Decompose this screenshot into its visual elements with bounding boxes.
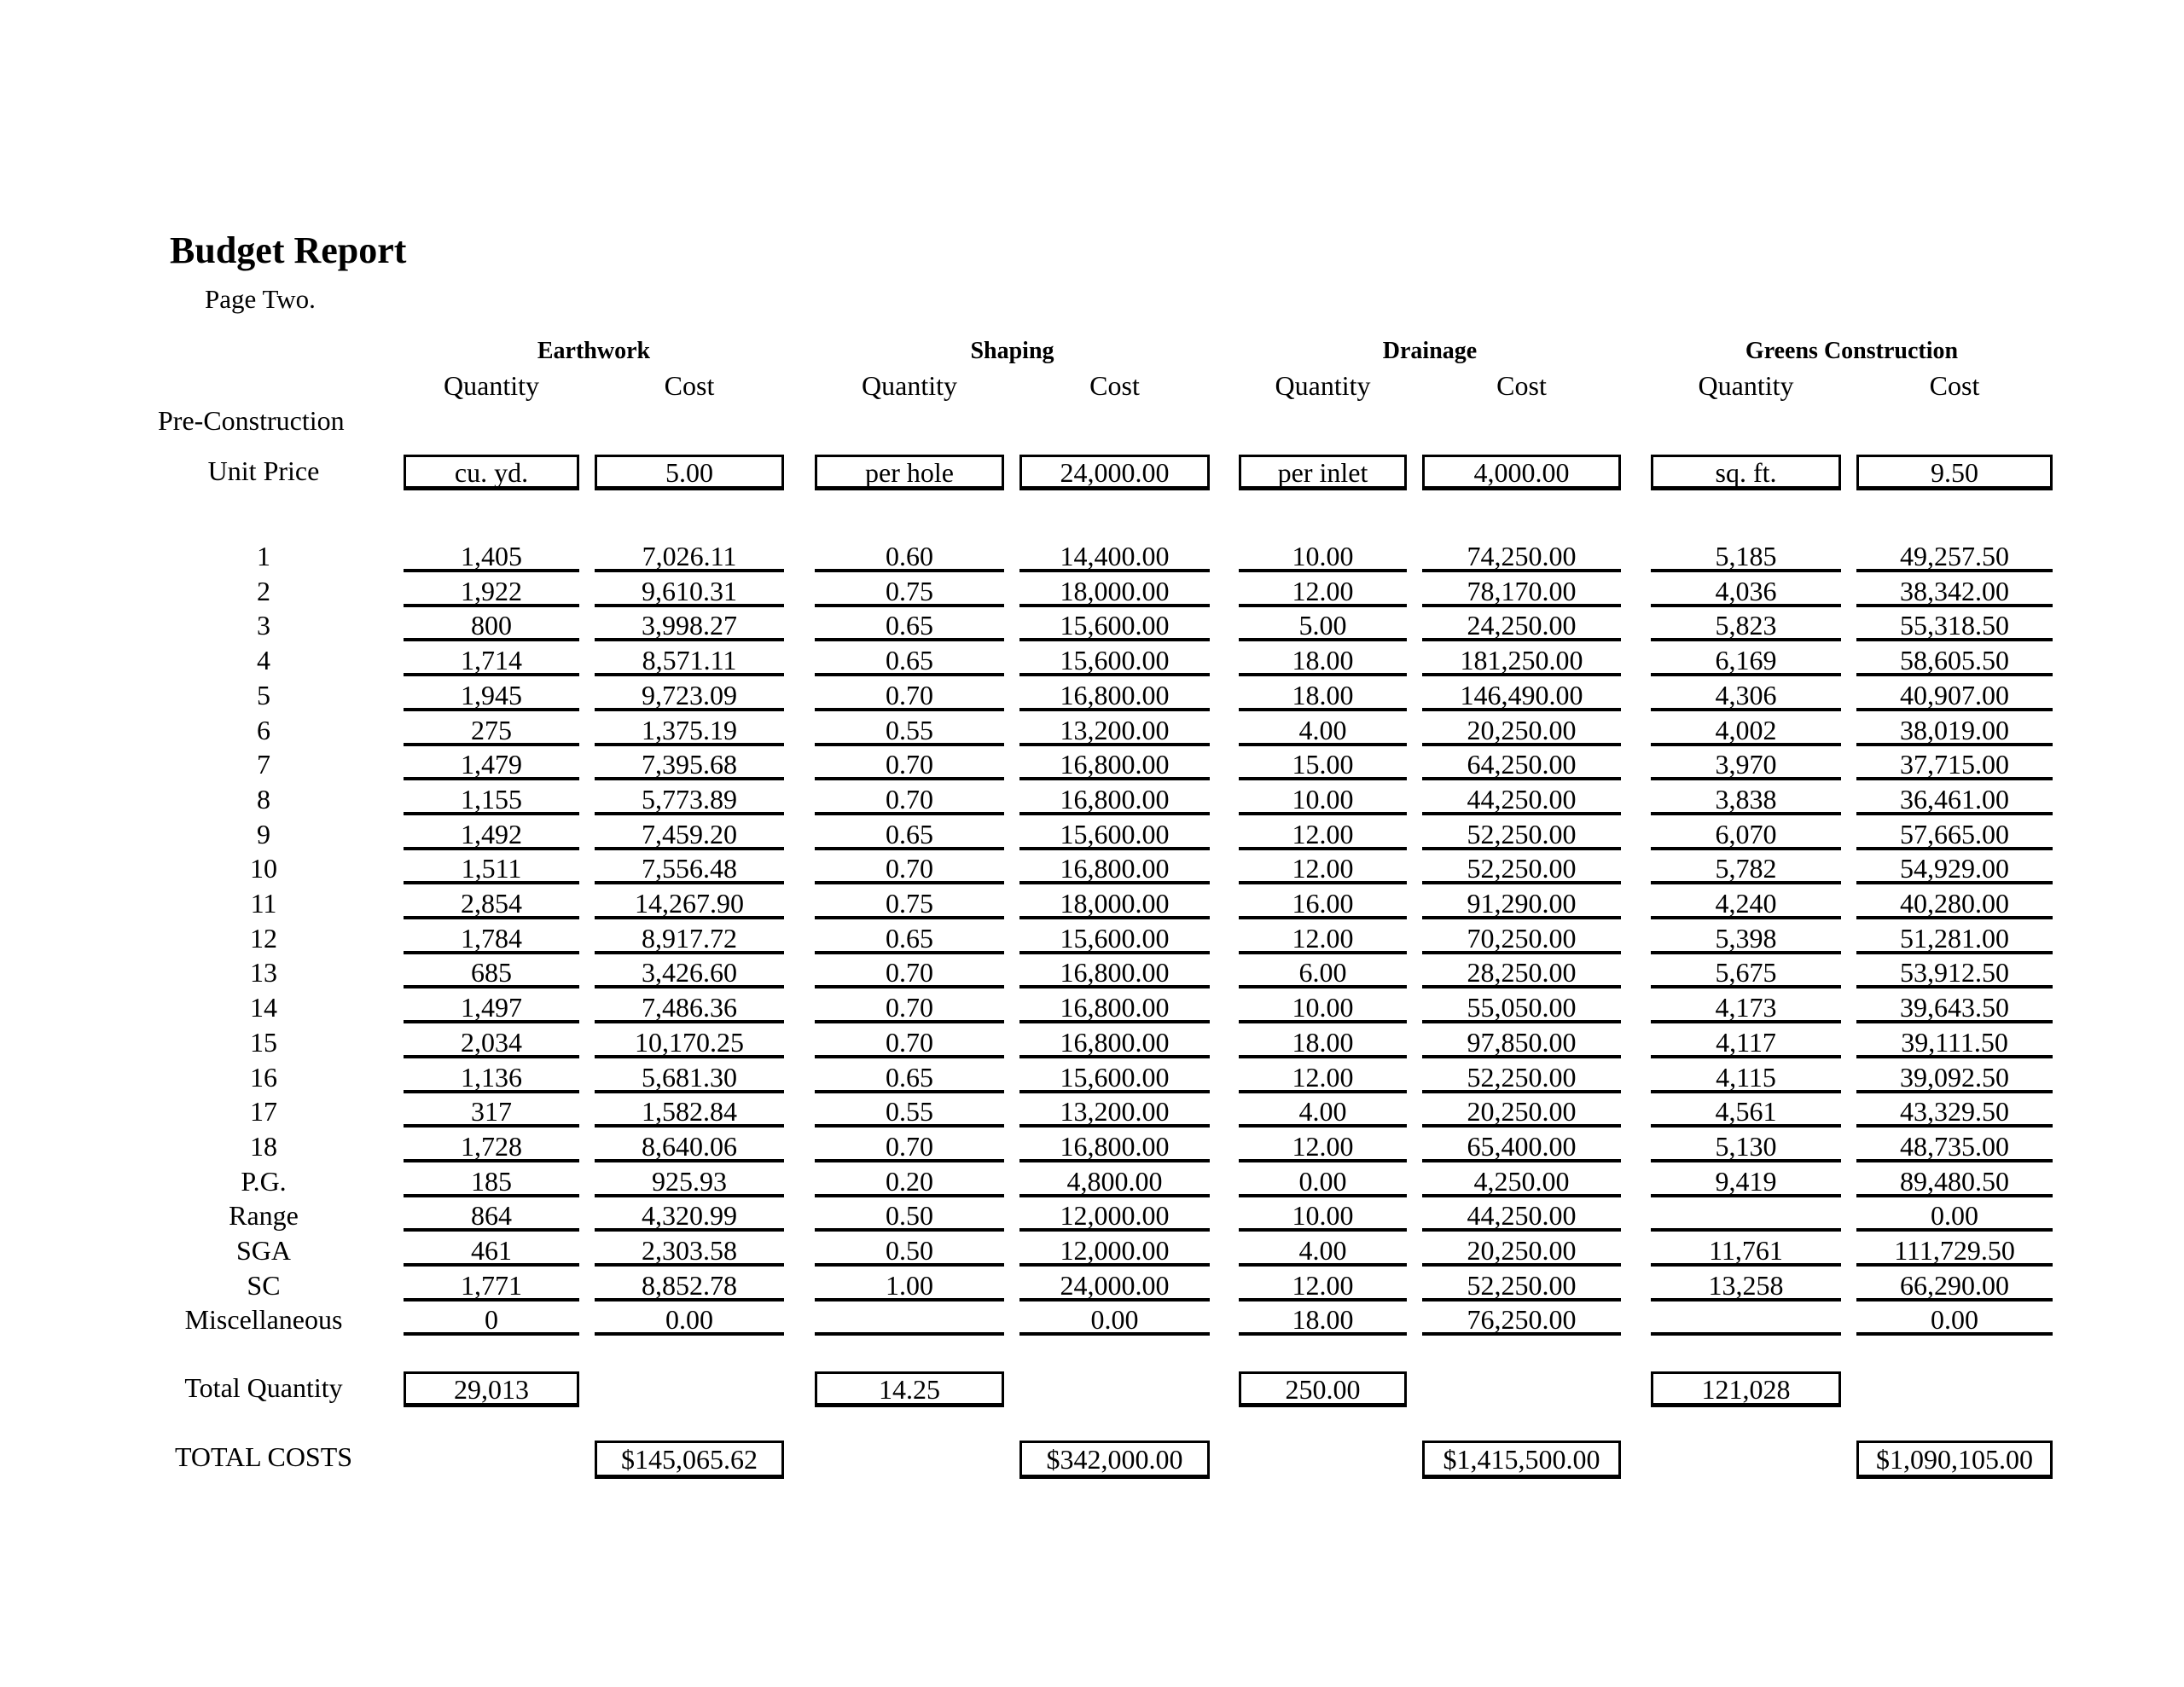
cost-cell[interactable]: 58,605.50 (1856, 644, 2053, 676)
group-header-greens-construction: Greens Construction (1745, 338, 1959, 364)
cost-cell[interactable]: 5,681.30 (595, 1061, 784, 1093)
row-label: 3 (257, 610, 270, 641)
cost-cell[interactable]: 0.00 (1856, 1303, 2053, 1336)
cost-cell[interactable]: 7,459.20 (595, 818, 784, 850)
column-header-earthwork-cost: Cost (664, 370, 715, 401)
cost-cell[interactable]: 5,773.89 (595, 783, 784, 815)
row-label: 12 (250, 923, 277, 954)
cost-cell[interactable]: 18,000.00 (1019, 887, 1210, 919)
column-header-drainage-cost: Cost (1496, 370, 1547, 401)
row-label: 16 (250, 1062, 277, 1093)
quantity-cell[interactable]: 0.65 (815, 644, 1004, 676)
quantity-cell[interactable]: 5,675 (1651, 956, 1841, 988)
quantity-cell[interactable]: 3,970 (1651, 748, 1841, 780)
cost-cell[interactable]: 39,111.50 (1856, 1026, 2053, 1058)
cost-cell[interactable]: 16,800.00 (1019, 956, 1210, 988)
unit-field-greens-construction[interactable]: sq. ft. (1651, 455, 1841, 490)
column-header-shaping-quantity: Quantity (862, 370, 957, 401)
column-header-greens-construction-quantity: Quantity (1698, 370, 1794, 401)
quantity-cell[interactable]: 5,823 (1651, 609, 1841, 641)
cost-cell[interactable]: 9,610.31 (595, 575, 784, 607)
column-header-drainage-quantity: Quantity (1275, 370, 1371, 401)
quantity-cell[interactable]: 12.00 (1239, 1269, 1407, 1301)
row-label: 11 (250, 888, 277, 919)
cost-cell[interactable]: 16,800.00 (1019, 991, 1210, 1023)
total-cost-greens-construction: $1,090,105.00 (1856, 1441, 2053, 1479)
cost-cell[interactable]: 16,800.00 (1019, 1130, 1210, 1162)
cost-cell[interactable]: 36,461.00 (1856, 783, 2053, 815)
cost-cell[interactable]: 8,917.72 (595, 922, 784, 954)
cost-cell[interactable]: 9,723.09 (595, 679, 784, 711)
cost-cell[interactable]: 52,250.00 (1422, 852, 1621, 884)
cost-cell[interactable]: 52,250.00 (1422, 1269, 1621, 1301)
quantity-cell[interactable]: 1,945 (404, 679, 579, 711)
group-header-shaping: Shaping (970, 338, 1054, 364)
quantity-cell[interactable]: 9,419 (1651, 1165, 1841, 1197)
row-label-total-costs: TOTAL COSTS (174, 1441, 353, 1472)
cost-cell[interactable]: 3,998.27 (595, 609, 784, 641)
row-label: 17 (250, 1096, 277, 1127)
cost-cell[interactable]: 16,800.00 (1019, 748, 1210, 780)
cost-cell[interactable]: 53,912.50 (1856, 956, 2053, 988)
quantity-cell[interactable]: 18.00 (1239, 1026, 1407, 1058)
quantity-cell[interactable]: 12.00 (1239, 818, 1407, 850)
report-title: Budget Report (170, 229, 407, 271)
cost-cell[interactable]: 64,250.00 (1422, 748, 1621, 780)
cost-cell[interactable]: 16,800.00 (1019, 852, 1210, 884)
quantity-cell[interactable]: 0.70 (815, 748, 1004, 780)
quantity-cell[interactable]: 317 (404, 1095, 579, 1128)
quantity-cell[interactable]: 0.00 (1239, 1165, 1407, 1197)
cost-cell[interactable]: 0.00 (1856, 1199, 2053, 1232)
cost-cell[interactable]: 181,250.00 (1422, 644, 1621, 676)
quantity-cell[interactable]: 18.00 (1239, 644, 1407, 676)
quantity-cell[interactable]: 4,173 (1651, 991, 1841, 1023)
quantity-cell[interactable]: 10.00 (1239, 783, 1407, 815)
cost-cell[interactable]: 49,257.50 (1856, 540, 2053, 572)
cost-cell[interactable]: 38,342.00 (1856, 575, 2053, 607)
total-quantity-drainage: 250.00 (1239, 1371, 1407, 1407)
quantity-cell[interactable]: 10.00 (1239, 540, 1407, 572)
cost-cell[interactable]: 18,000.00 (1019, 575, 1210, 607)
cost-cell[interactable]: 40,280.00 (1856, 887, 2053, 919)
quantity-cell[interactable]: 0.65 (815, 1061, 1004, 1093)
quantity-cell[interactable]: 15.00 (1239, 748, 1407, 780)
quantity-cell[interactable]: 0.70 (815, 991, 1004, 1023)
quantity-cell[interactable]: 4,036 (1651, 575, 1841, 607)
quantity-cell[interactable]: 2,034 (404, 1026, 579, 1058)
quantity-cell[interactable]: 0.20 (815, 1165, 1004, 1197)
quantity-cell[interactable]: 800 (404, 609, 579, 641)
row-label: 2 (257, 576, 270, 606)
quantity-cell[interactable]: 1,784 (404, 922, 579, 954)
row-label: 7 (257, 749, 270, 780)
cost-cell[interactable]: 15,600.00 (1019, 609, 1210, 641)
cost-cell[interactable]: 12,000.00 (1019, 1234, 1210, 1267)
quantity-cell[interactable]: 1,479 (404, 748, 579, 780)
quantity-cell[interactable]: 2,854 (404, 887, 579, 919)
quantity-cell[interactable]: 0.60 (815, 540, 1004, 572)
cost-cell[interactable]: 20,250.00 (1422, 1095, 1621, 1128)
total-quantity-greens-construction: 121,028 (1651, 1371, 1841, 1407)
row-label: 13 (250, 957, 277, 988)
quantity-cell[interactable]: 1,922 (404, 575, 579, 607)
cost-cell[interactable]: 16,800.00 (1019, 783, 1210, 815)
cost-cell[interactable]: 1,582.84 (595, 1095, 784, 1128)
cost-cell[interactable]: 91,290.00 (1422, 887, 1621, 919)
quantity-cell[interactable]: 4.00 (1239, 714, 1407, 746)
cost-cell[interactable]: 65,400.00 (1422, 1130, 1621, 1162)
cost-cell[interactable]: 111,729.50 (1856, 1234, 2053, 1267)
quantity-cell[interactable]: 0.70 (815, 852, 1004, 884)
quantity-cell[interactable]: 461 (404, 1234, 579, 1267)
quantity-cell[interactable]: 3,838 (1651, 783, 1841, 815)
unit-price-field-earthwork[interactable]: 5.00 (595, 455, 784, 490)
quantity-cell[interactable]: 5,782 (1651, 852, 1841, 884)
quantity-cell[interactable]: 5,130 (1651, 1130, 1841, 1162)
quantity-cell[interactable]: 0.75 (815, 887, 1004, 919)
quantity-cell[interactable]: 12.00 (1239, 922, 1407, 954)
cost-cell[interactable]: 14,400.00 (1019, 540, 1210, 572)
row-label: Miscellaneous (184, 1304, 343, 1335)
total-quantity-earthwork: 29,013 (404, 1371, 579, 1407)
quantity-cell[interactable]: 1,492 (404, 818, 579, 850)
column-header-greens-construction-cost: Cost (1929, 370, 1980, 401)
cost-cell[interactable]: 15,600.00 (1019, 1061, 1210, 1093)
row-label: 6 (257, 715, 270, 745)
quantity-cell[interactable]: 4,240 (1651, 887, 1841, 919)
cost-cell[interactable]: 44,250.00 (1422, 783, 1621, 815)
quantity-cell[interactable]: 10.00 (1239, 1199, 1407, 1232)
cost-cell[interactable]: 8,852.78 (595, 1269, 784, 1301)
cost-cell[interactable]: 13,200.00 (1019, 1095, 1210, 1128)
cost-cell[interactable]: 76,250.00 (1422, 1303, 1621, 1336)
row-label: P.G. (241, 1166, 287, 1197)
quantity-cell[interactable]: 5.00 (1239, 609, 1407, 641)
cost-cell[interactable]: 15,600.00 (1019, 644, 1210, 676)
quantity-cell[interactable]: 0.70 (815, 783, 1004, 815)
cost-cell[interactable]: 7,026.11 (595, 540, 784, 572)
unit-field-shaping[interactable]: per hole (815, 455, 1004, 490)
row-label: Range (229, 1200, 299, 1231)
unit-field-earthwork[interactable]: cu. yd. (404, 455, 579, 490)
quantity-cell[interactable]: 0.70 (815, 956, 1004, 988)
cost-cell[interactable]: 38,019.00 (1856, 714, 2053, 746)
quantity-cell[interactable]: 4,002 (1651, 714, 1841, 746)
unit-price-field-greens-construction[interactable]: 9.50 (1856, 455, 2053, 490)
cost-cell[interactable]: 40,907.00 (1856, 679, 2053, 711)
column-header-earthwork-quantity: Quantity (444, 370, 539, 401)
group-header-earthwork: Earthwork (537, 338, 651, 364)
quantity-cell[interactable]: 1.00 (815, 1269, 1004, 1301)
page-subtitle: Page Two. (205, 284, 316, 314)
cost-cell[interactable]: 12,000.00 (1019, 1199, 1210, 1232)
quantity-cell[interactable]: 0.65 (815, 609, 1004, 641)
row-label: 18 (250, 1131, 277, 1162)
cost-cell[interactable]: 44,250.00 (1422, 1199, 1621, 1232)
cost-cell[interactable]: 8,571.11 (595, 644, 784, 676)
cost-cell[interactable]: 39,643.50 (1856, 991, 2053, 1023)
row-label: 10 (250, 853, 277, 884)
row-label: SC (247, 1270, 281, 1301)
row-label: 14 (250, 992, 277, 1023)
cost-cell[interactable]: 54,929.00 (1856, 852, 2053, 884)
cost-cell[interactable]: 89,480.50 (1856, 1165, 2053, 1197)
quantity-cell[interactable]: 4.00 (1239, 1234, 1407, 1267)
total-cost-shaping: $342,000.00 (1019, 1441, 1210, 1479)
cost-cell[interactable]: 52,250.00 (1422, 1061, 1621, 1093)
row-label-total-quantity: Total Quantity (184, 1372, 343, 1403)
quantity-cell[interactable] (1651, 1303, 1841, 1336)
quantity-cell[interactable]: 6.00 (1239, 956, 1407, 988)
cost-cell[interactable]: 925.93 (595, 1165, 784, 1197)
unit-field-drainage[interactable]: per inlet (1239, 455, 1407, 490)
quantity-cell[interactable]: 0 (404, 1303, 579, 1336)
quantity-cell[interactable]: 1,771 (404, 1269, 579, 1301)
quantity-cell[interactable]: 6,070 (1651, 818, 1841, 850)
row-label: 1 (257, 541, 270, 571)
quantity-cell[interactable]: 5,398 (1651, 922, 1841, 954)
quantity-cell[interactable]: 1,155 (404, 783, 579, 815)
cost-cell[interactable]: 4,320.99 (595, 1199, 784, 1232)
cost-cell[interactable]: 4,800.00 (1019, 1165, 1210, 1197)
cost-cell[interactable]: 0.00 (595, 1303, 784, 1336)
cost-cell[interactable]: 4,250.00 (1422, 1165, 1621, 1197)
quantity-cell[interactable]: 275 (404, 714, 579, 746)
quantity-cell[interactable]: 1,714 (404, 644, 579, 676)
unit-price-field-shaping[interactable]: 24,000.00 (1019, 455, 1210, 490)
quantity-cell[interactable]: 1,136 (404, 1061, 579, 1093)
cost-cell[interactable]: 57,665.00 (1856, 818, 2053, 850)
cost-cell[interactable]: 55,050.00 (1422, 991, 1621, 1023)
quantity-cell[interactable]: 0.55 (815, 1095, 1004, 1128)
cost-cell[interactable]: 28,250.00 (1422, 956, 1621, 988)
row-label: 9 (257, 819, 270, 849)
cost-cell[interactable]: 15,600.00 (1019, 922, 1210, 954)
quantity-cell[interactable]: 12.00 (1239, 852, 1407, 884)
cost-cell[interactable]: 24,000.00 (1019, 1269, 1210, 1301)
cost-cell[interactable]: 14,267.90 (595, 887, 784, 919)
quantity-cell[interactable]: 6,169 (1651, 644, 1841, 676)
quantity-cell[interactable]: 0.65 (815, 922, 1004, 954)
quantity-cell[interactable]: 12.00 (1239, 1130, 1407, 1162)
quantity-cell[interactable]: 1,405 (404, 540, 579, 572)
quantity-cell[interactable]: 11,761 (1651, 1234, 1841, 1267)
quantity-cell[interactable]: 4,115 (1651, 1061, 1841, 1093)
cost-cell[interactable]: 24,250.00 (1422, 609, 1621, 641)
quantity-cell[interactable]: 0.50 (815, 1199, 1004, 1232)
total-quantity-shaping: 14.25 (815, 1371, 1004, 1407)
cost-cell[interactable]: 7,395.68 (595, 748, 784, 780)
quantity-cell[interactable]: 10.00 (1239, 991, 1407, 1023)
cost-cell[interactable]: 39,092.50 (1856, 1061, 2053, 1093)
quantity-cell[interactable]: 4.00 (1239, 1095, 1407, 1128)
cost-cell[interactable]: 10,170.25 (595, 1026, 784, 1058)
cost-cell[interactable]: 52,250.00 (1422, 818, 1621, 850)
quantity-cell[interactable]: 0.50 (815, 1234, 1004, 1267)
cost-cell[interactable]: 78,170.00 (1422, 575, 1621, 607)
quantity-cell[interactable]: 4,561 (1651, 1095, 1841, 1128)
cost-cell[interactable]: 146,490.00 (1422, 679, 1621, 711)
cost-cell[interactable]: 8,640.06 (595, 1130, 784, 1162)
row-label: SGA (235, 1235, 291, 1266)
quantity-cell[interactable]: 12.00 (1239, 1061, 1407, 1093)
quantity-cell[interactable]: 864 (404, 1199, 579, 1232)
cost-cell[interactable]: 13,200.00 (1019, 714, 1210, 746)
quantity-cell[interactable]: 4,117 (1651, 1026, 1841, 1058)
quantity-cell[interactable]: 0.75 (815, 575, 1004, 607)
cost-cell[interactable]: 20,250.00 (1422, 1234, 1621, 1267)
quantity-cell[interactable]: 0.70 (815, 1026, 1004, 1058)
row-label: 8 (257, 784, 270, 815)
quantity-cell[interactable]: 0.55 (815, 714, 1004, 746)
quantity-cell[interactable]: 1,511 (404, 852, 579, 884)
cost-cell[interactable]: 1,375.19 (595, 714, 784, 746)
cost-cell[interactable]: 74,250.00 (1422, 540, 1621, 572)
row-label-unit-price: Unit Price (207, 455, 320, 486)
quantity-cell[interactable] (1651, 1199, 1841, 1232)
column-header-shaping-cost: Cost (1089, 370, 1140, 401)
quantity-cell[interactable]: 12.00 (1239, 575, 1407, 607)
row-label: 4 (257, 645, 270, 675)
cost-cell[interactable]: 43,329.50 (1856, 1095, 2053, 1128)
cost-cell[interactable]: 70,250.00 (1422, 922, 1621, 954)
quantity-cell[interactable]: 13,258 (1651, 1269, 1841, 1301)
quantity-cell[interactable]: 5,185 (1651, 540, 1841, 572)
cost-cell[interactable]: 16,800.00 (1019, 679, 1210, 711)
cost-cell[interactable]: 48,735.00 (1856, 1130, 2053, 1162)
cost-cell[interactable]: 15,600.00 (1019, 818, 1210, 850)
unit-price-field-drainage[interactable]: 4,000.00 (1422, 455, 1621, 490)
cost-cell[interactable]: 97,850.00 (1422, 1026, 1621, 1058)
quantity-cell[interactable]: 18.00 (1239, 1303, 1407, 1336)
group-header-drainage: Drainage (1382, 338, 1478, 364)
quantity-cell[interactable]: 185 (404, 1165, 579, 1197)
quantity-cell[interactable] (815, 1303, 1004, 1336)
row-label: 15 (250, 1027, 277, 1058)
quantity-cell[interactable]: 0.70 (815, 679, 1004, 711)
cost-cell[interactable]: 16,800.00 (1019, 1026, 1210, 1058)
quantity-cell[interactable]: 0.65 (815, 818, 1004, 850)
quantity-cell[interactable]: 16.00 (1239, 887, 1407, 919)
total-cost-earthwork: $145,065.62 (595, 1441, 784, 1479)
quantity-cell[interactable]: 1,728 (404, 1130, 579, 1162)
cost-cell[interactable]: 3,426.60 (595, 956, 784, 988)
quantity-cell[interactable]: 18.00 (1239, 679, 1407, 711)
cost-cell[interactable]: 2,303.58 (595, 1234, 784, 1267)
cost-cell[interactable]: 7,486.36 (595, 991, 784, 1023)
total-cost-drainage: $1,415,500.00 (1422, 1441, 1621, 1479)
cost-cell[interactable]: 66,290.00 (1856, 1269, 2053, 1301)
quantity-cell[interactable]: 685 (404, 956, 579, 988)
cost-cell[interactable]: 37,715.00 (1856, 748, 2053, 780)
quantity-cell[interactable]: 4,306 (1651, 679, 1841, 711)
cost-cell[interactable]: 51,281.00 (1856, 922, 2053, 954)
row-label: 5 (257, 680, 270, 710)
section-label-pre-construction: Pre-Construction (158, 405, 345, 436)
quantity-cell[interactable]: 0.70 (815, 1130, 1004, 1162)
cost-cell[interactable]: 7,556.48 (595, 852, 784, 884)
cost-cell[interactable]: 20,250.00 (1422, 714, 1621, 746)
cost-cell[interactable]: 0.00 (1019, 1303, 1210, 1336)
quantity-cell[interactable]: 1,497 (404, 991, 579, 1023)
cost-cell[interactable]: 55,318.50 (1856, 609, 2053, 641)
